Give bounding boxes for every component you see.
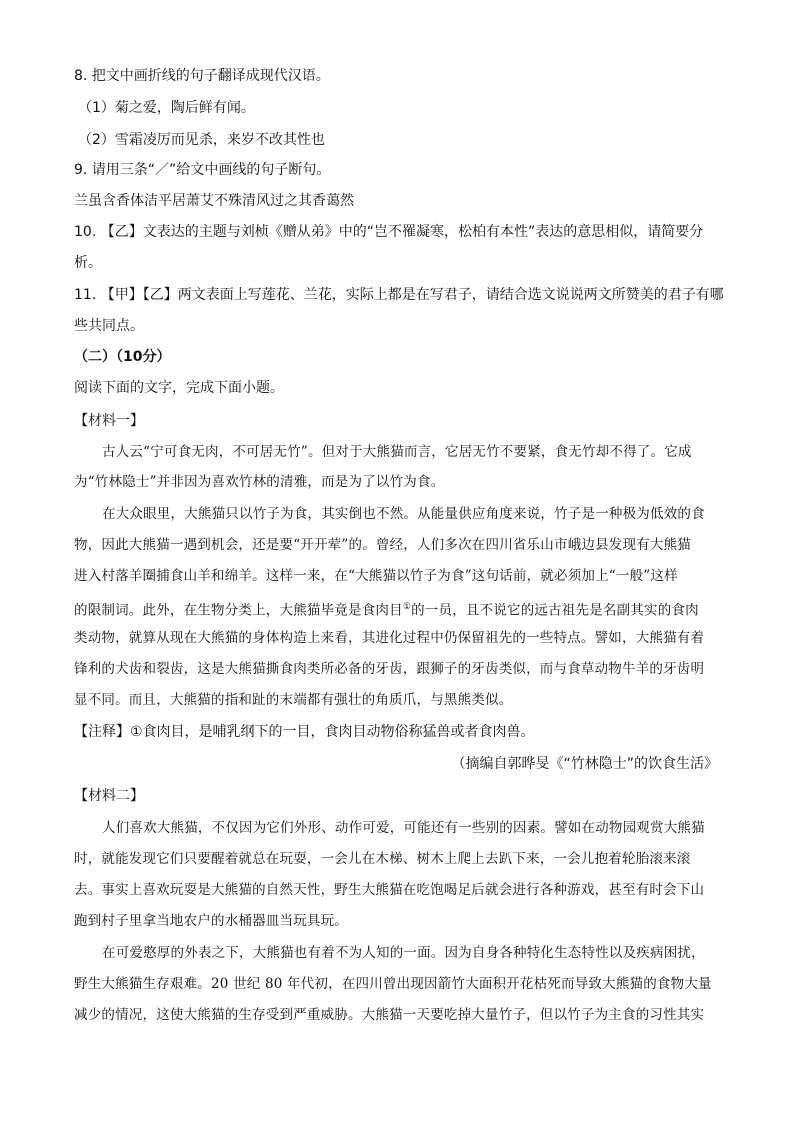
question-11-continued: 些共同点。 — [74, 318, 144, 334]
material-1-title: 【材料一】 — [74, 413, 144, 429]
question-8-item-2: （2）雪霜凌厉而见杀，来岁不改其性也 — [78, 132, 325, 148]
material-1-line: 锋利的犬齿和裂齿，这是大熊猫撕食肉类所必备的牙齿，跟狮子的牙齿类似，而与食草动物牛羊的牙齿明 — [74, 661, 705, 677]
question-8: 8. 把文中画折线的句子翻译成现代汉语。 — [74, 68, 330, 84]
question-10-continued: 析。 — [74, 255, 102, 271]
footnote-marker: ① — [402, 602, 412, 612]
material-1-note: 【注释】①食肉目，是哺乳纲下的一目，食肉目动物俗称猛兽或者食肉兽。 — [74, 724, 535, 740]
material-1-source: （摘编自郭晔旻《“竹林隐士”的饮食生活》 — [451, 756, 718, 772]
material-2-line: 时，就能发现它们只要醒着就总在玩耍，一会儿在木梯、树木上爬上去趴下来，一会儿抱着轮胎滚来滚 — [74, 851, 691, 867]
material-1-line: 为“竹林隐士”并非因为喜欢竹林的清雅，而是为了以竹为食。 — [74, 474, 445, 490]
question-10: 10. 【乙】文表达的主题与刘桢《赠从弟》中的“岂不罹凝寒，松柏有本性”表达的意思相似，请简要分 — [74, 224, 704, 240]
material-2-line: 人们喜欢大熊猫，不仅因为它们外形、动作可爱，可能还有一些别的因素。譬如在动物园观赏大熊猫 — [102, 820, 705, 836]
material-1-line: 物，因此大熊猫一遇到机会，还是要“开开荤”的。曾经，人们多次在四川省乐山市峨边县发现有大熊猫 — [74, 537, 692, 553]
section-instruction: 阅读下面的文字，完成下面小题。 — [74, 380, 284, 396]
material-2-line: 减少的情况，这使大熊猫的生存受到严重威胁。大熊猫一天要吃掉大量竹子，但以竹子为主食的习性其实 — [74, 1007, 705, 1023]
question-9-sentence: 兰虽含香体洁平居萧艾不殊清风过之其香蔼然 — [74, 193, 354, 209]
material-2-line: 跑到村子里拿当地农户的水桶器皿当玩具玩。 — [74, 913, 348, 929]
material-1-line: 显不同。而且，大熊猫的指和趾的末端都有强壮的角质爪，与黑熊类似。 — [74, 692, 513, 708]
material-2-title: 【材料二】 — [74, 788, 144, 804]
question-9: 9. 请用三条“／”给文中画线的句子断句。 — [74, 162, 331, 178]
material-2-line: 在可爱憨厚的外表之下，大熊猫也有着不为人知的一面。因为自身各种特化生态特性以及疾病困扰， — [102, 945, 705, 961]
material-2-line: 野生大熊猫生存艰难。20 世纪 80 年代初，在四川曾出现因箭竹大面积开花枯死而导致大熊猫的食物大量 — [74, 976, 712, 992]
section-heading: （二）（10分） — [74, 349, 171, 365]
material-1-line: 在大众眼里，大熊猫只以竹子为食，其实倒也不然。从能量供应角度来说，竹子是一种极为低效的食 — [102, 506, 705, 522]
material-2-line: 去。事实上喜欢玩耍是大熊猫的自然天性，野生大熊猫在吃饱喝足后就会进行各种游戏，甚至有时会下山 — [74, 882, 705, 898]
material-1-line: 类动物，就算从现在大熊猫的身体构造上来看，其进化过程中仍保留祖先的一些特点。譬如，大熊猫有着 — [74, 630, 705, 646]
question-8-item-1: （1）菊之爱，陶后鲜有闻。 — [78, 100, 255, 116]
material-1-line: 进入村落羊圈捕食山羊和绵羊。这样一来，在“大熊猫以竹子为食”这句话前，就必须加上“一般”这样 — [74, 568, 678, 584]
material-1-line: 古人云“宁可食无肉，不可居无竹”。但对于大熊猫而言，它居无竹不要紧，食无竹却不得了。它成 — [102, 444, 692, 460]
question-11: 11. 【甲】【乙】两文表面上写莲花、兰花，实际上都是在写君子，请结合选文说说两文所赞美的君子有哪 — [74, 287, 724, 303]
material-1-line: 的限制词。此外，在生物分类上，大熊猫毕竟是食肉目①的一员，且不说它的远古祖先是名副其实的食肉 — [74, 602, 699, 619]
